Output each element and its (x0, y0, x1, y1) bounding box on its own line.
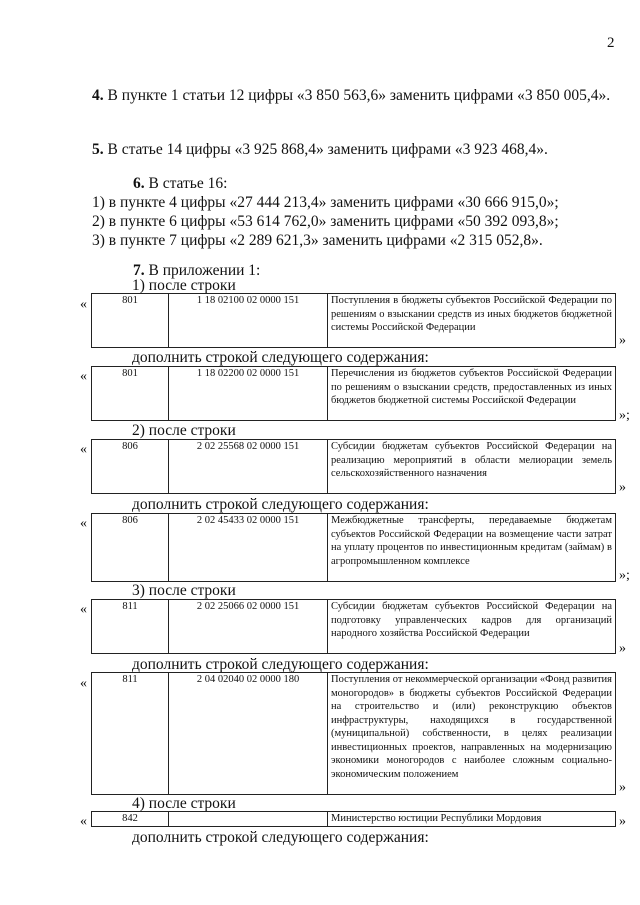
close-quote: » (619, 814, 626, 829)
caption-add-1: дополнить строкой следующего содержания: (132, 349, 429, 366)
row-7-name: Министерство юстиции Республики Мордовия (328, 812, 616, 827)
page-number: 2 (607, 35, 615, 51)
item-4-text: В пункте 1 статьи 12 цифры «3 850 563,6» заменить цифрами «3 850 005,4». (103, 87, 611, 104)
open-quote: « (80, 602, 87, 617)
row-5-kbk: 2 02 25066 02 0000 151 (169, 600, 328, 654)
item-4-number: 4. (92, 87, 104, 104)
row-6-code: 811 (92, 673, 169, 795)
table-row-1 (91, 293, 616, 348)
open-quote: « (80, 297, 87, 312)
item-6-number: 6. (133, 175, 145, 192)
open-quote: « (80, 442, 87, 457)
caption-after-row-4: 4) после строки (132, 795, 236, 812)
row-5-name: Субсидии бюджетам субъектов Российской Федерации на подготовку управленческих кадров для организаций народного хозяйства Российской Федерации (328, 600, 616, 654)
open-quote: « (80, 814, 87, 829)
row-1-kbk: 1 18 02100 02 0000 151 (169, 294, 328, 348)
close-quote: » (619, 333, 626, 348)
item-5-text: В статье 14 цифры «3 925 868,4» заменить цифрами «3 923 468,4». (103, 141, 548, 158)
item-6 (133, 174, 640, 193)
row-2-name: Перечисления из бюджетов субъектов Российской Федерации по решениям о взыскании средств, предоставленных из иных бюджетов бюджетной системы Российской Федерации (328, 367, 616, 421)
row-2-kbk: 1 18 02200 02 0000 151 (169, 367, 328, 421)
table-row-3 (91, 439, 616, 494)
row-7-kbk (169, 812, 328, 827)
row-3-kbk: 2 02 25568 02 0000 151 (169, 440, 328, 494)
row-4-name: Межбюджетные трансферты, передаваемые бюджетам субъектов Российской Федерации на возмещение части затрат на уплату процентов по инвестиционным кредитам (займам) в агропромышленном комплексе (328, 514, 616, 582)
item-6-line-3: 3) в пункте 7 цифры «2 289 621,3» заменить цифрами «2 315 052,8». (92, 232, 543, 249)
open-quote: « (80, 676, 87, 691)
caption-add-3: дополнить строкой следующего содержания: (132, 656, 429, 673)
close-quote: » (619, 780, 626, 795)
row-5-code: 811 (92, 600, 169, 654)
item-6-line-2: 2) в пункте 6 цифры «53 614 762,0» заменить цифрами «50 392 093,8»; (92, 213, 559, 230)
close-quote-semicolon: »; (619, 568, 630, 583)
caption-after-row-3: 3) после строки (132, 582, 236, 599)
row-6-kbk: 2 04 02040 02 0000 180 (169, 673, 328, 795)
table-row-6 (91, 672, 616, 795)
close-quote-semicolon: »; (619, 408, 630, 423)
close-quote: » (619, 480, 626, 495)
caption-after-row-1: 1) после строки (132, 277, 236, 294)
caption-after-row-2: 2) после строки (132, 422, 236, 439)
row-1-name: Поступления в бюджеты субъектов Российской Федерации по решениям о взыскании средств из иных бюджетов бюджетной системы Российской Федерации (328, 294, 616, 348)
row-4-code: 806 (92, 514, 169, 582)
close-quote: » (619, 641, 626, 656)
item-6-line-1: 1) в пункте 4 цифры «27 444 213,4» заменить цифрами «30 666 915,0»; (92, 194, 559, 211)
item-4 (92, 86, 622, 105)
row-7-code: 842 (92, 812, 169, 827)
caption-add-2: дополнить строкой следующего содержания: (132, 496, 429, 513)
table-row-4 (91, 513, 616, 582)
table-row-7 (91, 811, 616, 827)
table-row-2 (91, 366, 616, 421)
caption-add-4: дополнить строкой следующего содержания: (132, 829, 429, 846)
row-3-name: Субсидии бюджетам субъектов Российской Федерации на реализацию мероприятий в области мелиорации земель сельскохозяйственного назначения (328, 440, 616, 494)
item-7-text: В приложении 1: (144, 262, 261, 279)
row-6-name: Поступления от некоммерческой организации «Фонд развития моногородов» в бюджеты субъектов Российской Федерации на строительство и (или) реконструкцию объектов инфраструктуры, находящихся в государственной (муниципальной) собственности, в целях реализации инвестиционных проектов, направленных на модернизацию экономики моногородов с наиболее сложным социально-экономическим положением (328, 673, 616, 795)
row-2-code: 801 (92, 367, 169, 421)
open-quote: « (80, 516, 87, 531)
item-6-text: В статье 16: (144, 175, 228, 192)
item-5 (92, 140, 622, 159)
open-quote: « (80, 369, 87, 384)
item-7-number: 7. (133, 262, 145, 279)
row-3-code: 806 (92, 440, 169, 494)
row-4-kbk: 2 02 45433 02 0000 151 (169, 514, 328, 582)
item-5-number: 5. (92, 141, 104, 158)
row-1-code: 801 (92, 294, 169, 348)
table-row-5 (91, 599, 616, 654)
